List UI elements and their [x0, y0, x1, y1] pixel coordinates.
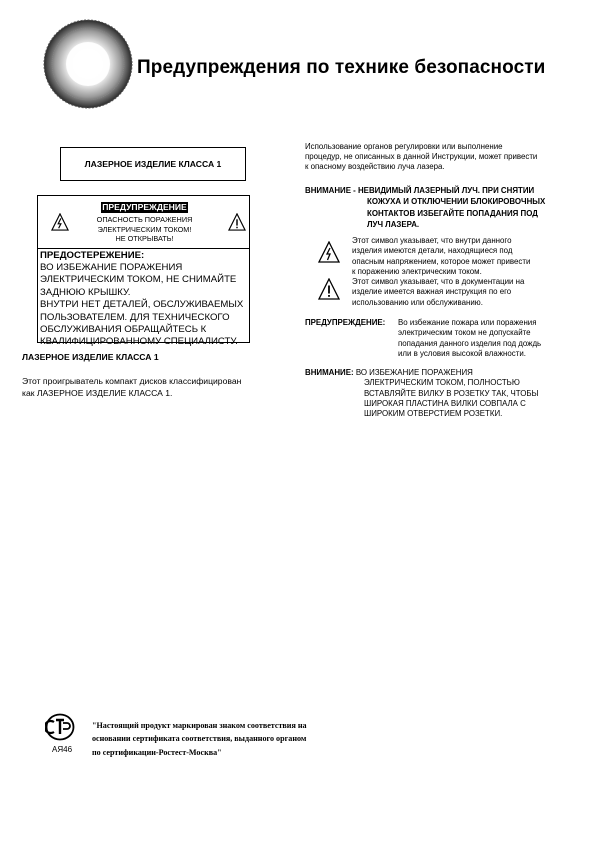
laser-class-heading: ЛАЗЕРНОЕ ИЗДЕЛИЕ КЛАССА 1 — [22, 352, 159, 362]
lightning-symbol-text: Этот символ указывает, что внутри данного изделия имеются детали, находящиеся под опасным напряжением, которое может привести к поражению электрическим током. — [352, 236, 531, 276]
page-title: Предупреждения по технике безопасности — [137, 57, 546, 78]
certification-text: "Настоящий продукт маркирован знаком соответствия на основании сертификата соответствия, выданного органом по сертификации-Ростест-Москва" — [92, 721, 307, 757]
plug-attention-label: ВНИМАНИЕ: — [305, 368, 354, 377]
exclamation-symbol-text: Этот символ указывает, что в документации на изделие имеется важная инструкция по его использованию или обслуживанию. — [352, 277, 525, 307]
laser-class-label-box: ЛАЗЕРНОЕ ИЗДЕЛИЕ КЛАССА 1 — [60, 147, 246, 181]
exclamation-symbol-icon — [318, 278, 340, 300]
exclamation-warning-icon — [228, 213, 246, 231]
caution-text: ВО ИЗБЕЖАНИЕ ПОРАЖЕНИЯ ЭЛЕКТРИЧЕСКИМ ТОКОМ, НЕ СНИМАЙТЕ ЗАДНЮЮ КРЫШКУ. ВНУТРИ НЕТ ДЕТАЛЕЙ, ОБСЛУЖИВАЕМЫХ ПОЛЬЗОВАТЕЛЕМ. ДЛЯ ТЕХНИЧЕСКОГО ОБСЛУЖИВАНИЯ ОБРАЩАЙТЕСЬ К КВАЛИФИЦИРОВАННОМУ СПЕЦИАЛИСТУ. — [40, 262, 244, 348]
caution-title: ПРЕДОСТЕРЕЖЕНИЕ: — [40, 250, 145, 261]
warning-text: ОПАСНОСТЬ ПОРАЖЕНИЯ ЭЛЕКТРИЧЕСКИМ ТОКОМ! НЕ ОТКРЫВАТЬ! — [96, 215, 193, 243]
warning-panel — [37, 195, 250, 249]
controls-intro-text: Использование органов регулировки или выполнение процедур, не описанных в данной Инструкции, может привести к опасному воздействию луча лазера. — [305, 142, 538, 172]
laser-class-description: Этот проигрыватель компакт дисков классифицирован как ЛАЗЕРНОЕ ИЗДЕЛИЕ КЛАССА 1. — [22, 376, 242, 398]
lightning-warning-icon — [51, 213, 69, 231]
disc-icon — [42, 18, 134, 110]
certification-mark-icon — [45, 713, 75, 741]
warning-label: ПРЕДУПРЕЖДЕНИЕ — [102, 202, 187, 212]
laser-attention-text: ВНИМАНИЕ - НЕВИДИМЫЙ ЛАЗЕРНЫЙ ЛУЧ. ПРИ СНЯТИИ КОЖУХА И ОТКЛЮЧЕНИИ БЛОКИРОВОЧНЫХ КОНТАКТОВ ИЗБЕГАЙТЕ ПОПАДАНИЯ ПОД ЛУЧ ЛАЗЕРА. — [305, 186, 546, 230]
plug-attention-text: ВНИМАНИЕ: ВО ИЗБЕЖАНИЕ ПОРАЖЕНИЯ ЭЛЕКТРИЧЕСКИМ ТОКОМ, ПОЛНОСТЬЮ ВСТАВЛЯЙТЕ ВИЛКУ В РОЗЕТКУ ТАК, ЧТОБЫ ШИРОКАЯ ПЛАСТИНА ВИЛКИ СОВПАЛА С ШИРОКИМ ОТВЕРСТИЕМ РОЗЕТКИ. — [305, 368, 539, 419]
warning-fire-label: ПРЕДУПРЕЖДЕНИЕ: — [305, 318, 386, 327]
certification-code: АЯ46 — [52, 745, 73, 754]
warning-fire-text: Во избежание пожара или поражения электрическим током не допускайте попадания данного изделия под дождь или в условия высокой влажности. — [398, 318, 542, 358]
lightning-symbol-icon — [318, 241, 340, 263]
